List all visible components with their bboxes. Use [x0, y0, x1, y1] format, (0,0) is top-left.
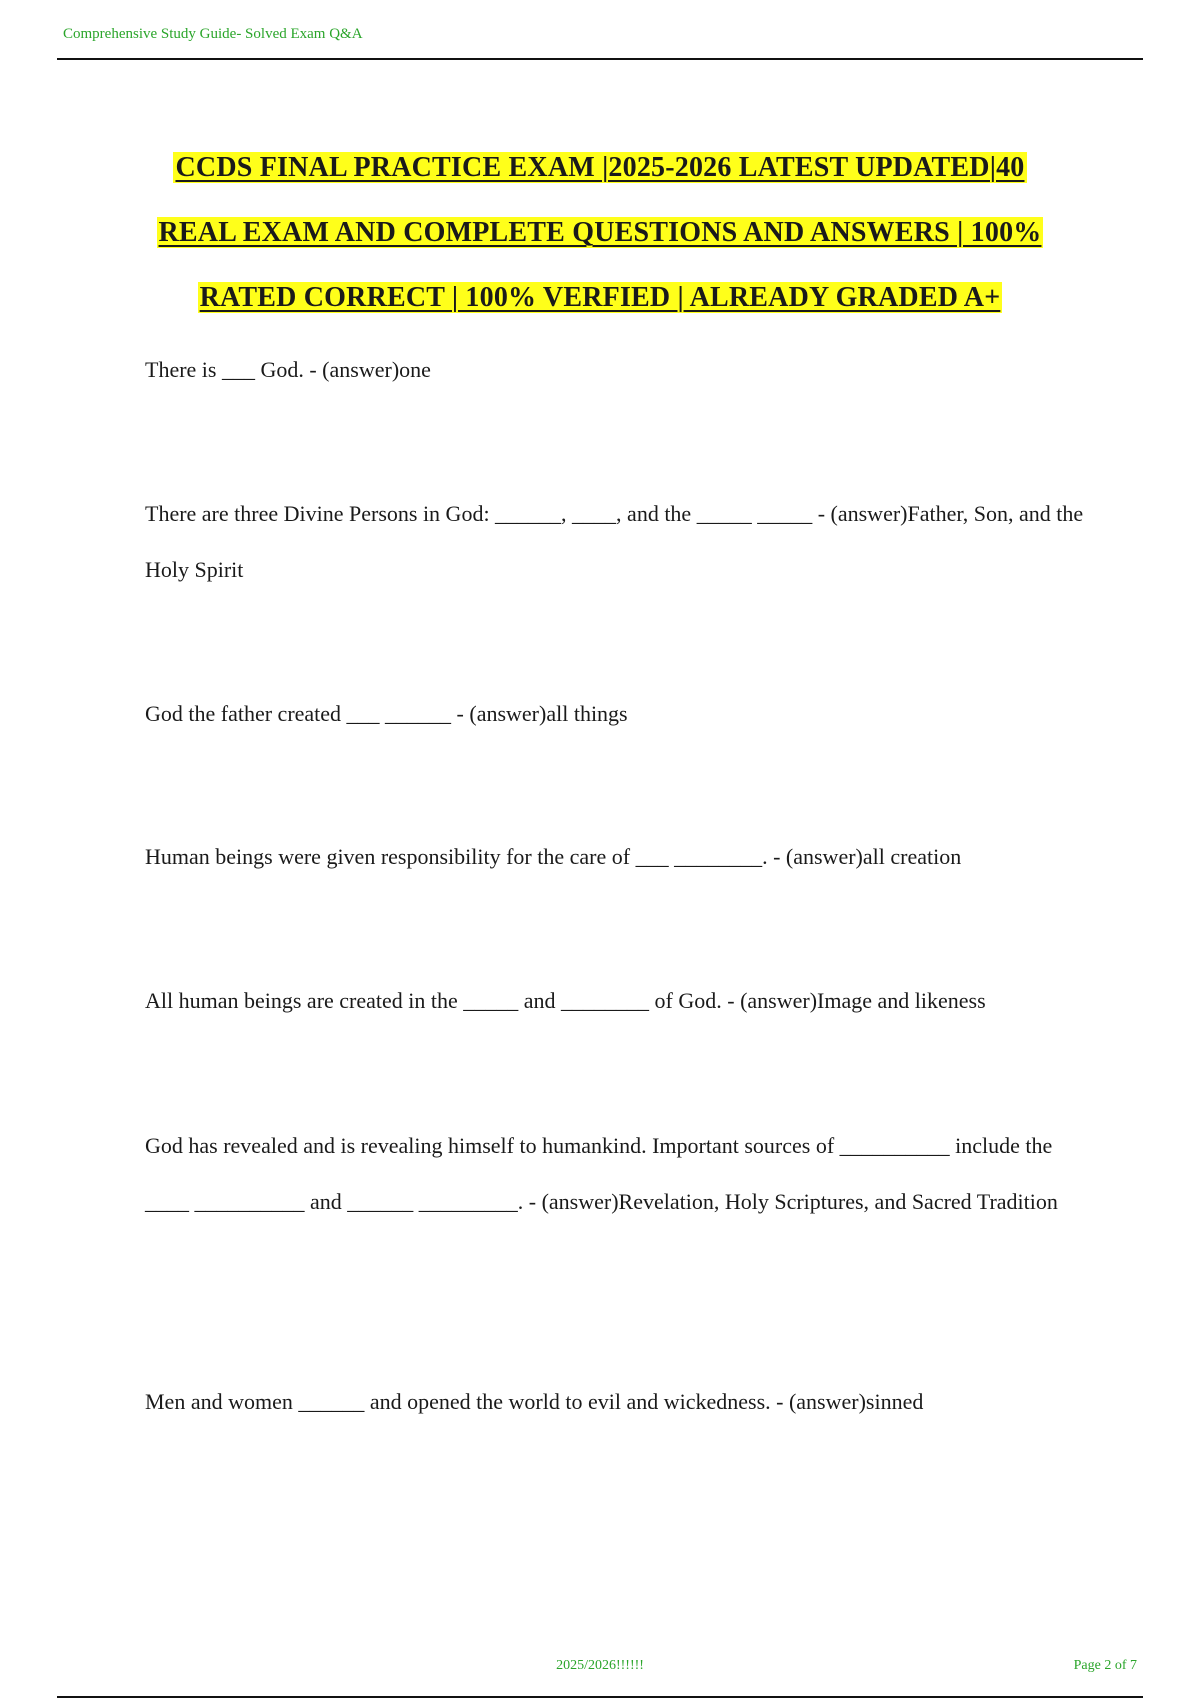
question-4: Human beings were given responsibility for the care of ___ ________. - (answer)all creation: [145, 844, 962, 869]
footer-year: 2025/2026!!!!!!: [556, 1658, 644, 1673]
question-2: There are three Divine Persons in God: ______, ____, and the _____ _____ - (answer)Father, Son, and the Holy Spirit: [145, 501, 1084, 582]
title-line-1: CCDS FINAL PRACTICE EXAM |2025-2026 LATEST UPDATED|40: [175, 152, 1025, 183]
question-1: There is ___ God. - (answer)one: [145, 357, 431, 382]
question-3: God the father created ___ ______ - (answer)all things: [145, 701, 628, 726]
document-title: [0, 135, 1200, 330]
header-title: Comprehensive Study Guide- Solved Exam Q&A: [63, 26, 363, 42]
title-line-2: REAL EXAM AND COMPLETE QUESTIONS AND ANSWERS | 100%: [158, 217, 1042, 248]
page-number: Page 2 of 7: [1073, 1658, 1137, 1673]
question-6: God has revealed and is revealing himself to humankind. Important sources of __________ include the ____ __________ and ______ _________. - (answer)Revelation, Holy Scriptures, and Sacred Tradition: [145, 1133, 1058, 1214]
page-footer: [57, 1652, 1143, 1698]
question-7: Men and women ______ and opened the world to evil and wickedness. - (answer)sinned: [145, 1389, 924, 1414]
title-line-3: RATED CORRECT | 100% VERFIED | ALREADY GRADED A+: [199, 282, 1001, 313]
page-header: [57, 20, 1143, 60]
question-5: All human beings are created in the _____ and ________ of God. - (answer)Image and likeness: [145, 988, 986, 1013]
